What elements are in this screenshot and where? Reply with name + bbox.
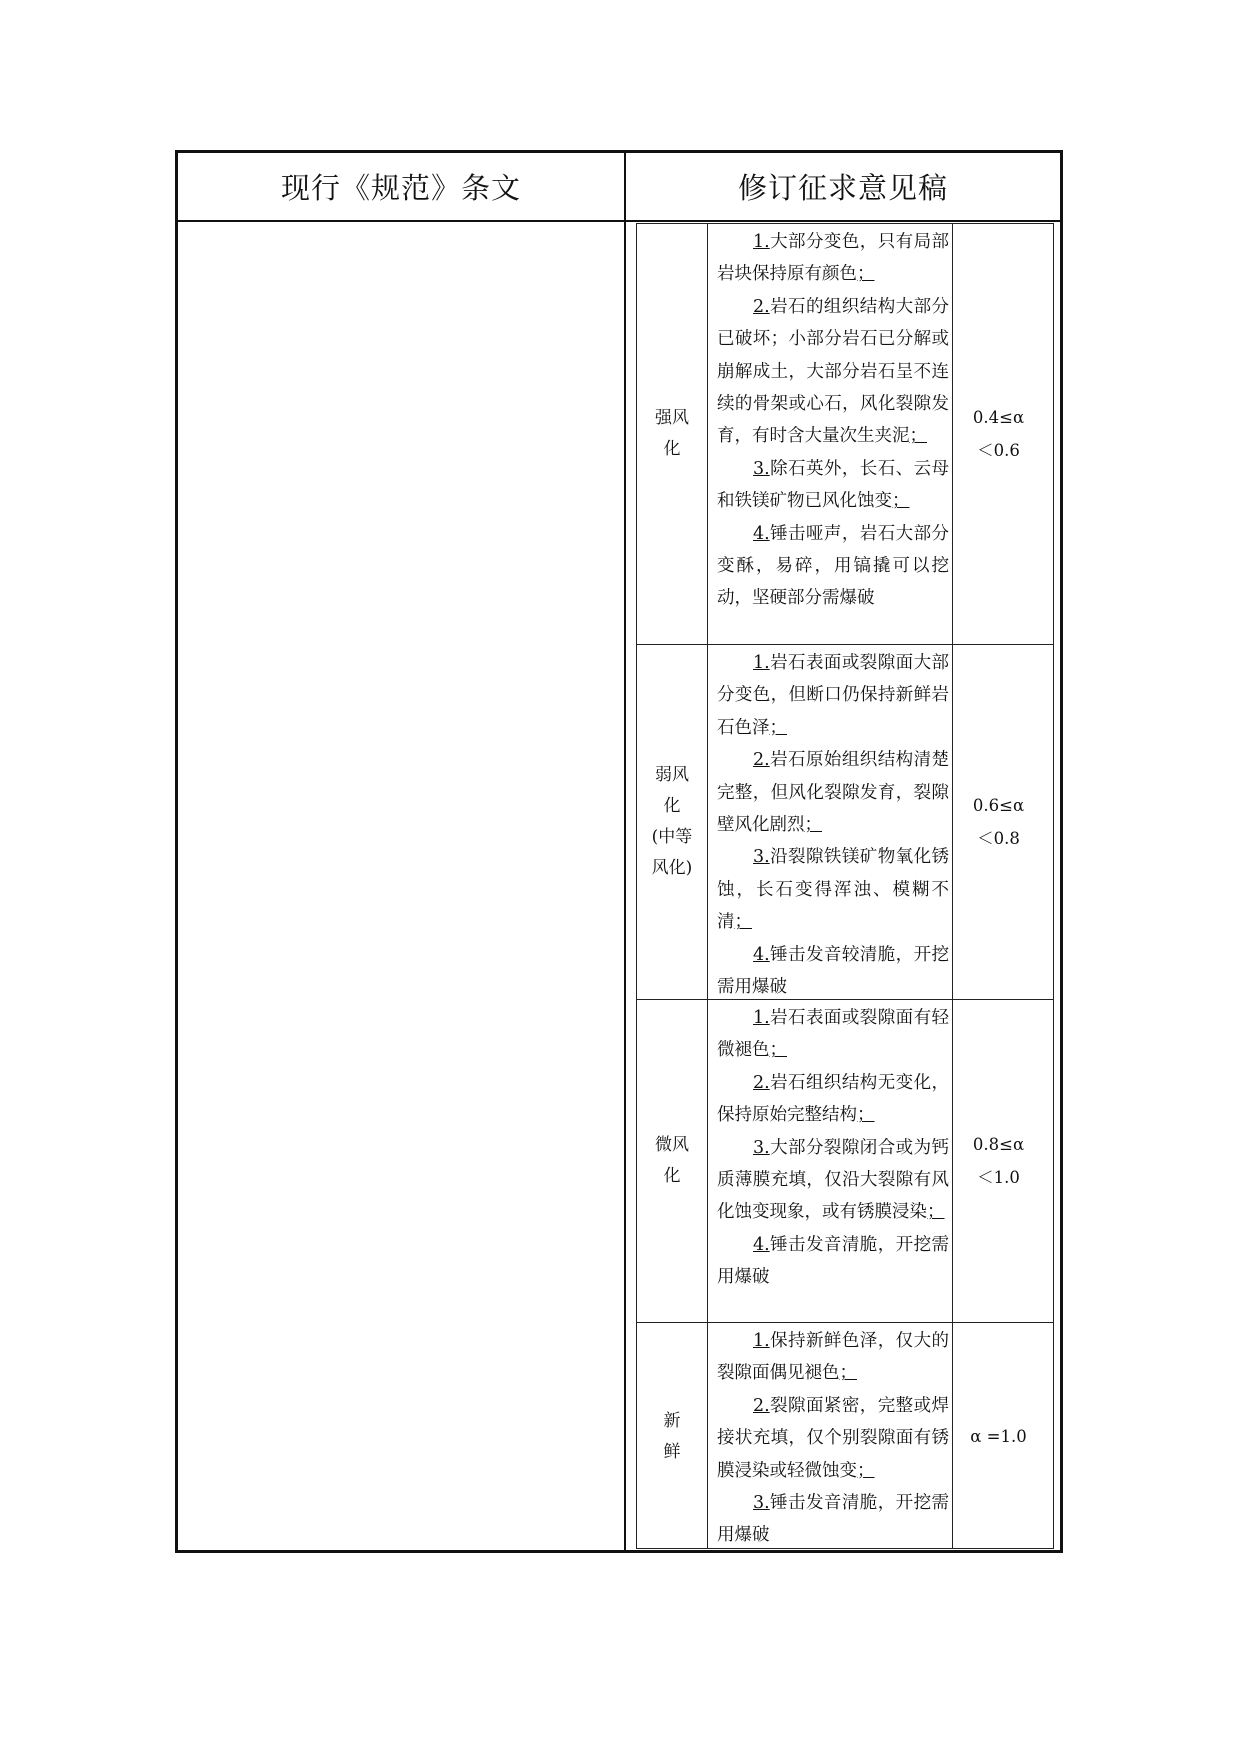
description-item: 1.保持新鲜色泽，仅大的裂隙面偶见褪色； (717, 1331, 949, 1384)
weathering-row-fresh (637, 1323, 1053, 1550)
description-item: 1.岩石表面或裂隙面有轻微褪色； (717, 1008, 949, 1061)
weathering-coefficient: 0.6≤α ＜0.8 (972, 796, 1025, 848)
grade-description (717, 1002, 949, 1294)
weathering-coefficient: α =1.0 (970, 1427, 1027, 1446)
revision-draft-header: 修订征求意见稿 (737, 171, 948, 205)
grade-description (717, 647, 949, 1003)
description-item: 2.岩石原始组织结构清楚完整，但风化裂隙发育，裂隙壁风化剧烈； (717, 750, 949, 836)
weathering-row-slight (637, 1000, 1053, 1323)
description-item: 4.锤击发音较清脆，开挖需用爆破 (717, 944, 949, 998)
grade-label: 微风 化 (655, 1135, 689, 1186)
description-item: 1.岩石表面或裂隙面大部分变色，但断口仍保持新鲜岩石色泽； (717, 653, 949, 738)
description-item: 2.裂隙面紧密，完整或焊接状充填，仅个别裂隙面有锈膜浸染或轻微蚀变； (717, 1395, 949, 1481)
weathering-coefficient: 0.8≤α ＜1.0 (972, 1135, 1025, 1187)
weathering-row-moderate (637, 645, 1053, 1000)
grade-description (717, 1325, 949, 1552)
description-item: 4.锤击哑声，岩石大部分变酥，易碎，用镐撬可以挖动，坚硬部分需爆破 (717, 523, 949, 609)
column-divider (624, 153, 626, 1550)
comparison-table (175, 150, 1063, 1553)
weathering-coefficient: 0.4≤α ＜0.6 (972, 408, 1025, 460)
description-item: 3.锤击发音清脆，开挖需用爆破 (717, 1493, 949, 1546)
weathering-row-strong (637, 224, 1053, 645)
description-item: 3.除石英外，长石、云母和铁镁矿物已风化蚀变； (717, 458, 949, 512)
current-code-header: 现行《规范》条文 (280, 171, 521, 205)
grade-label: 弱风 化 (中等 风化) (651, 765, 693, 878)
description-item: 3.大部分裂隙闭合或为钙质薄膜充填，仅沿大裂隙有风化蚀变现象，或有锈膜浸染； (717, 1137, 949, 1223)
current-code-cell (178, 222, 624, 1550)
table-header-row (178, 153, 1060, 222)
description-item: 2.岩石的组织结构大部分已破坏；小部分岩石已分解或崩解成土，大部分岩石呈不连续的骨架或心石，风化裂隙发育，有时含大量次生夹泥； (717, 296, 949, 447)
description-item: 1.大部分变色，只有局部岩块保持原有颜色； (717, 232, 949, 285)
grade-label: 新 鲜 (663, 1410, 681, 1462)
grade-description (717, 226, 949, 615)
description-item: 4.锤击发音清脆，开挖需用爆破 (717, 1234, 949, 1288)
grade-label: 强风 化 (655, 408, 689, 459)
description-item: 3.沿裂隙铁镁矿物氧化锈蚀，长石变得浑浊、模糊不清； (717, 847, 949, 933)
weathering-grade-table (636, 223, 1054, 1549)
description-item: 2.岩石组织结构无变化，保持原始完整结构； (717, 1072, 949, 1126)
